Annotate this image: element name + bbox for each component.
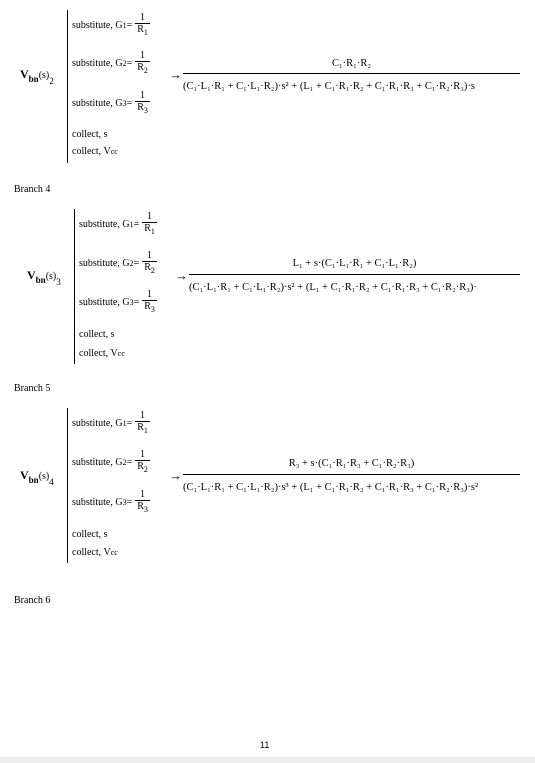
fraction: $\frac{1}{R_3}$ — [144, 289, 155, 314]
collect-line: collect, s — [72, 529, 108, 540]
fraction: $\frac{1}{R_2}$ — [144, 250, 155, 275]
section-label: Branch 5 — [14, 383, 51, 394]
result-fraction — [183, 455, 520, 500]
fraction: $\frac{1}{R_3}$ — [137, 90, 148, 115]
collect-line: collect, V cc — [72, 547, 118, 558]
fraction: $\frac{1}{R_1}$ — [137, 12, 148, 37]
fraction: $\frac{1}{R_3}$ — [137, 489, 148, 514]
page-bottom-edge — [0, 757, 535, 763]
substitution-bracket — [67, 408, 68, 563]
denominator: (C₁·L₁·R₁ + C₁·L₁·R₂)·s³ + (L₁ + C₁·R₁·R₂ + C₁·R₁·R₃ + C₁·R₂·R₃)·s² — [183, 482, 479, 493]
fraction-bar — [189, 274, 520, 275]
fraction: $\frac{1}{R_2}$ — [137, 449, 148, 474]
substitution-line: substitute, G 3 = $\frac{1}{R_3}$ — [72, 489, 148, 514]
denominator: (C₁·L₁·R₁ + C₁·L₁·R₂)·s² + (L₁ + C₁·R₁·R₂ + C₁·R₁·R₃ + C₁·R₂·R₃)· — [189, 282, 477, 293]
numerator: C₁·R₁·R₂ — [332, 58, 371, 69]
fraction-bar — [183, 474, 520, 475]
substitution-line: substitute, G 3 = $\frac{1}{R_3}$ — [79, 289, 155, 314]
substitution-line: substitute, G 2 = $\frac{1}{R_2}$ — [72, 50, 148, 75]
section-label: Branch 4 — [14, 184, 51, 195]
arrow-icon: → — [169, 468, 182, 483]
fraction: $\frac{1}{R_1}$ — [144, 211, 155, 236]
arrow-icon: → — [175, 268, 188, 283]
lhs-expression: $V_{bn}(s)_3$ — [27, 268, 61, 287]
fraction-bar — [183, 73, 520, 74]
substitution-line: substitute, G 1 = $\frac{1}{R_1}$ — [79, 211, 155, 236]
equation-block-3 — [0, 403, 535, 568]
substitution-line: substitute, G 1 = $\frac{1}{R_1}$ — [72, 410, 148, 435]
result-fraction — [189, 255, 520, 300]
substitution-line: substitute, G 2 = $\frac{1}{R_2}$ — [72, 449, 148, 474]
collect-line: collect, s — [72, 129, 108, 140]
substitution-line: substitute, G 1 = $\frac{1}{R_1}$ — [72, 12, 148, 37]
numerator: L₁ + s·(C₁·L₁·R₁ + C₁·L₁·R₂) — [292, 258, 417, 269]
page-number: 11 — [260, 740, 270, 750]
substitution-bracket — [74, 209, 75, 364]
numerator: R₃ + s·(C₁·R₁·R₃ + C₁·R₂·R₃) — [288, 458, 415, 469]
collect-line: collect, s — [79, 329, 115, 340]
arrow-icon: → — [169, 67, 182, 82]
fraction: $\frac{1}{R_1}$ — [137, 410, 148, 435]
fraction: $\frac{1}{R_2}$ — [137, 50, 148, 75]
collect-line: collect, V cc — [72, 146, 118, 157]
lhs-expression: $V_{bn}(s)_2$ — [20, 67, 54, 86]
denominator: (C₁·L₁·R₁ + C₁·L₁·R₂)·s² + (L₁ + C₁·R₁·R₂ + C₁·R₁·R₃ + C₁·R₂·R₃)·s — [183, 81, 475, 92]
equation-block-1 — [0, 0, 535, 170]
collect-line: collect, V cc — [79, 348, 125, 359]
substitution-line: substitute, G 2 = $\frac{1}{R_2}$ — [79, 250, 155, 275]
substitution-bracket — [67, 10, 68, 163]
result-fraction — [183, 55, 520, 100]
equation-block-2 — [0, 205, 535, 370]
section-label: Branch 6 — [14, 595, 51, 606]
lhs-expression: $V_{bn}(s)_4$ — [20, 468, 54, 487]
substitution-line: substitute, G 3 = $\frac{1}{R_3}$ — [72, 90, 148, 115]
